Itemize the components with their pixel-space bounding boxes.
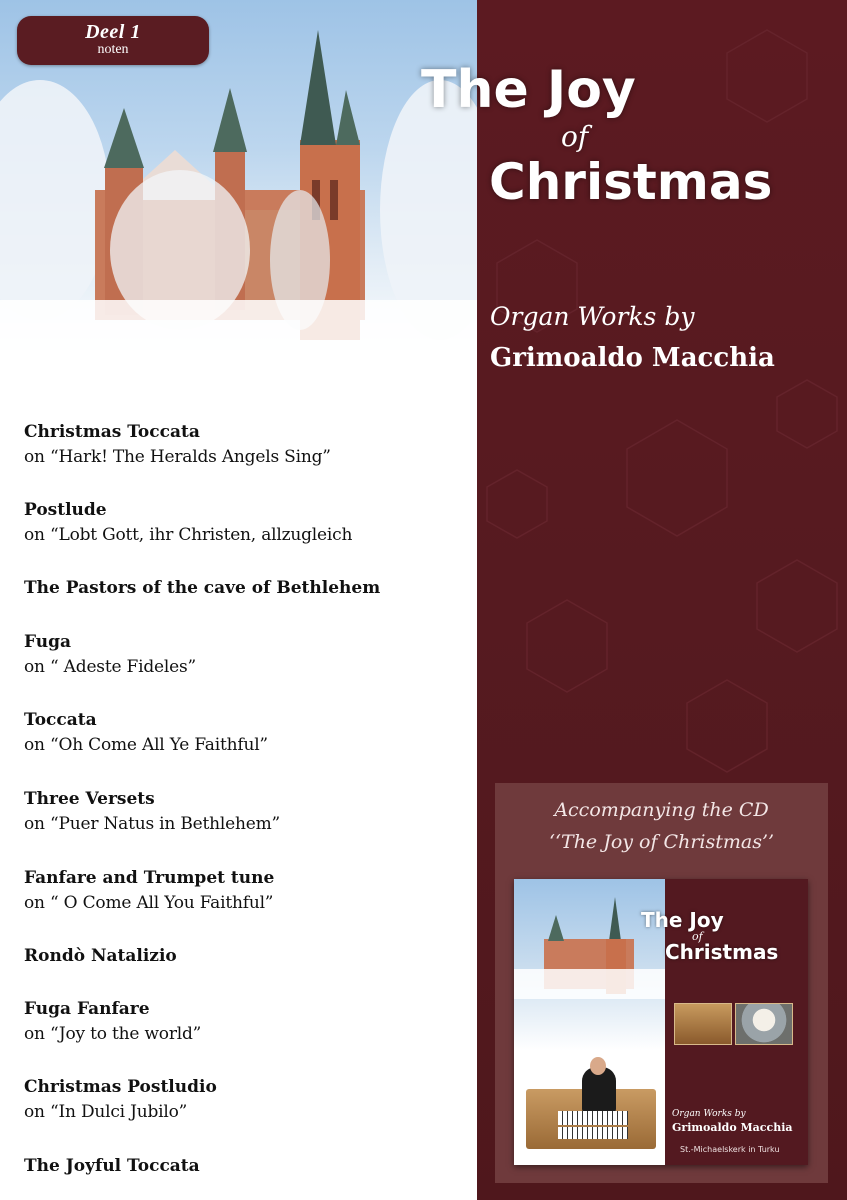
volume-badge (17, 16, 209, 65)
track-item (24, 997, 464, 1047)
cd-cover-composer: Grimoaldo Macchia (672, 1121, 793, 1134)
volume-label: Deel 1 (85, 21, 141, 43)
track-title: Christmas Postludio (24, 1077, 217, 1097)
cd-church-illustration (514, 879, 665, 999)
cd-box (495, 783, 828, 1183)
organ-keys-upper (558, 1111, 628, 1125)
track-item (24, 1154, 464, 1178)
organ-photo (674, 1003, 732, 1045)
track-item (24, 944, 464, 968)
track-title: Fanfare and Trumpet tune (24, 868, 275, 888)
track-subtitle: on “Lobt Gott, ihr Christen, allzugleich (24, 525, 353, 545)
track-subtitle: on “In Dulci Jubilo” (24, 1102, 188, 1122)
cd-cover-title-3: Christmas (665, 940, 779, 964)
track-subtitle: on “Oh Come All Ye Faithful” (24, 735, 268, 755)
track-subtitle: on “Joy to the world” (24, 1024, 202, 1044)
subtitle: Organ Works by (490, 302, 695, 331)
track-item (24, 866, 464, 916)
volume-type: noten (97, 42, 129, 57)
track-item (24, 576, 464, 600)
track-item (24, 498, 464, 548)
organist-head (590, 1057, 606, 1075)
track-title: Fuga Fanfare (24, 999, 150, 1019)
track-subtitle: on “ Adeste Fideles” (24, 657, 197, 677)
cd-caption-line-2: ‘‘The Joy of Christmas’’ (548, 831, 775, 853)
track-title: Three Versets (24, 789, 155, 809)
organ-keys-lower (558, 1127, 628, 1139)
track-title: Toccata (24, 710, 97, 730)
track-title: The Joyful Toccata (24, 1156, 200, 1176)
rose-window-photo (735, 1003, 793, 1045)
track-item (24, 1075, 464, 1125)
title-line-1: The Joy (421, 60, 636, 120)
track-title: Christmas Toccata (24, 422, 200, 442)
track-item (24, 787, 464, 837)
track-subtitle: on “Hark! The Heralds Angels Sing” (24, 447, 331, 467)
composer-name: Grimoaldo Macchia (490, 343, 775, 373)
track-title: The Pastors of the cave of Bethlehem (24, 578, 381, 598)
cd-cover-image (514, 879, 808, 1165)
cd-cover-location: St.-Michaelskerk in Turku (680, 1145, 780, 1154)
title-line-3: Christmas (489, 153, 773, 211)
cd-cover-subtitle: Organ Works by (672, 1109, 746, 1119)
track-subtitle: on “ O Come All You Faithful” (24, 893, 274, 913)
cd-cover-title-1: The Joy (641, 908, 724, 932)
cd-caption-line-1: Accompanying the CD (554, 799, 769, 821)
track-subtitle: on “Puer Natus in Bethlehem” (24, 814, 281, 834)
title-line-2: of (561, 120, 589, 153)
track-title: Postlude (24, 500, 107, 520)
track-item (24, 420, 464, 470)
track-title: Rondò Natalizio (24, 946, 177, 966)
track-title: Fuga (24, 632, 72, 652)
track-item (24, 708, 464, 758)
cd-cover-title-2: of (692, 930, 703, 943)
track-item (24, 630, 464, 680)
